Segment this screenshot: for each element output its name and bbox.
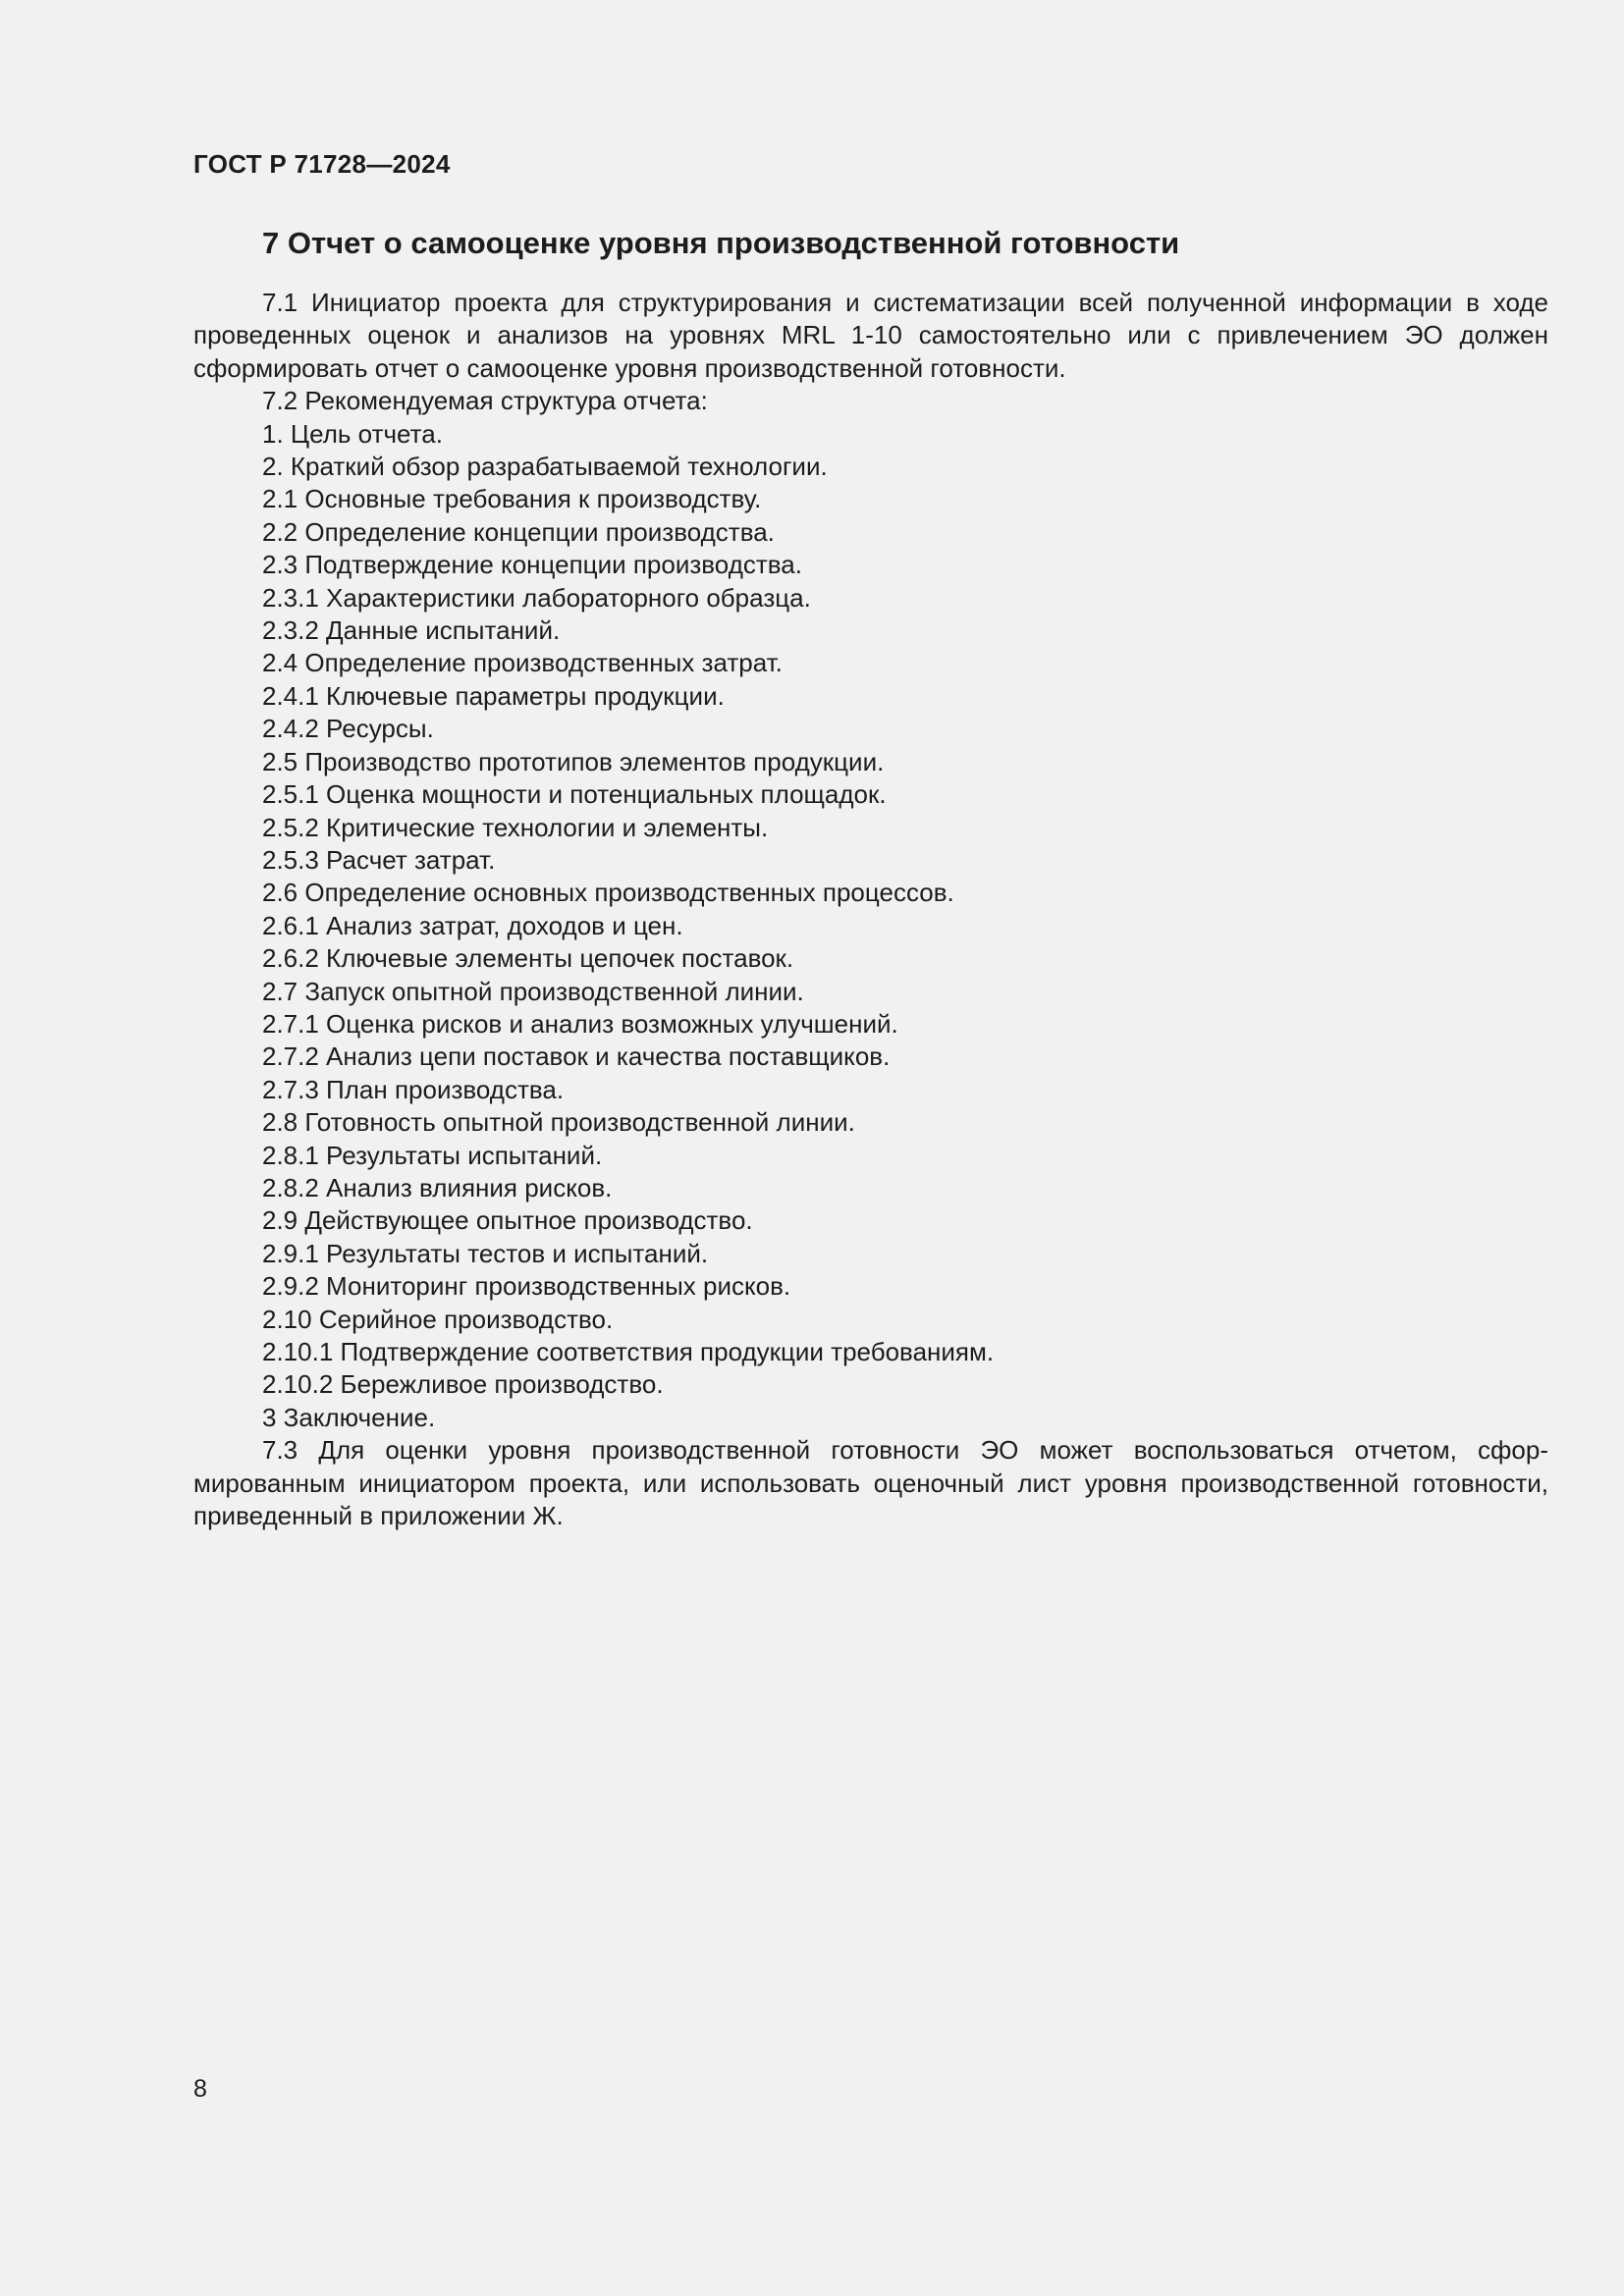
list-item: 2. Краткий обзор разрабатываемой технологии. — [262, 452, 828, 482]
list-item: 2.10.2 Бережливое производство. — [262, 1369, 664, 1400]
list-item: 2.6 Определение основных производственных процессов. — [262, 878, 954, 908]
list-item: 2.4.2 Ресурсы. — [262, 714, 434, 744]
paragraph-7-3: 7.3 Для оценки уровня производственной готовности ЭО может воспользоваться отчетом, сформированным инициатором проекта, или использовать оценочный лист уровня производственной готовности, приведенный в приложении Ж. — [193, 1435, 1548, 1531]
list-item: 2.4 Определение производственных затрат. — [262, 648, 783, 678]
list-item: 2.10 Серийное производство. — [262, 1304, 614, 1334]
list-item: 2.6.2 Ключевые элементы цепочек поставок. — [262, 943, 794, 974]
list-item: 2.9.1 Результаты тестов и испытаний. — [262, 1238, 709, 1268]
list-item: 2.7 Запуск опытной производственной линии. — [262, 976, 804, 1006]
section-body — [193, 287, 1548, 1532]
list-item: 2.8.1 Результаты испытаний. — [262, 1140, 603, 1170]
list-item: 2.5 Производство прототипов элементов продукции. — [262, 746, 885, 776]
list-item: 2.6.1 Анализ затрат, доходов и цен. — [262, 910, 683, 940]
list-item: 2.4.1 Ключевые параметры продукции. — [262, 680, 725, 711]
list-item: 2.5.1 Оценка мощности и потенциальных площадок. — [262, 779, 887, 810]
list-item: 2.9 Действующее опытное производство. — [262, 1205, 753, 1236]
report-structure-list — [193, 418, 1548, 1435]
list-item: 2.3.2 Данные испытаний. — [262, 615, 561, 646]
list-item: 2.2 Определение концепции производства. — [262, 516, 775, 547]
list-item: 2.8 Готовность опытной производственной линии. — [262, 1107, 855, 1138]
list-item: 2.3 Подтверждение концепции производства. — [262, 550, 802, 580]
page-number: 8 — [193, 2075, 207, 2103]
section-title: 7 Отчет о самооценке уровня производственной готовности — [262, 226, 1180, 260]
list-item: 2.10.1 Подтверждение соответствия продукции требованиям. — [262, 1337, 995, 1366]
list-item: 2.7.1 Оценка рисков и анализ возможных улучшений. — [262, 1008, 898, 1039]
list-item: 3 Заключение. — [262, 1402, 436, 1432]
standard-designation: ГОСТ Р 71728—2024 — [193, 149, 451, 179]
list-item: 2.5.2 Критические технологии и элементы. — [262, 812, 769, 842]
list-item: 2.7.2 Анализ цепи поставок и качества поставщиков. — [262, 1041, 891, 1072]
list-item: 2.1 Основные требования к производству. — [262, 484, 762, 514]
paragraph-7-2: 7.2 Рекомендуемая структура отчета: — [262, 386, 708, 416]
list-item: 2.3.1 Характеристики лабораторного образца. — [262, 582, 811, 613]
list-item: 2.5.3 Расчет затрат. — [262, 844, 496, 875]
list-item: 1. Цель отчета. — [262, 418, 443, 449]
list-item: 2.9.2 Мониторинг производственных рисков. — [262, 1271, 791, 1302]
paragraph-7-1: 7.1 Инициатор проекта для структурирования и систематизации всей полученной информации в ходе проведенных оценок и анализов на уровнях MRL 1-10 самостоятельно или с привлечением ЭО должен сформировать отчет о самооценке уровня производственной готовности. — [193, 288, 1548, 383]
list-item: 2.8.2 Анализ влияния рисков. — [262, 1172, 613, 1202]
list-item: 2.7.3 План производства. — [262, 1074, 565, 1104]
